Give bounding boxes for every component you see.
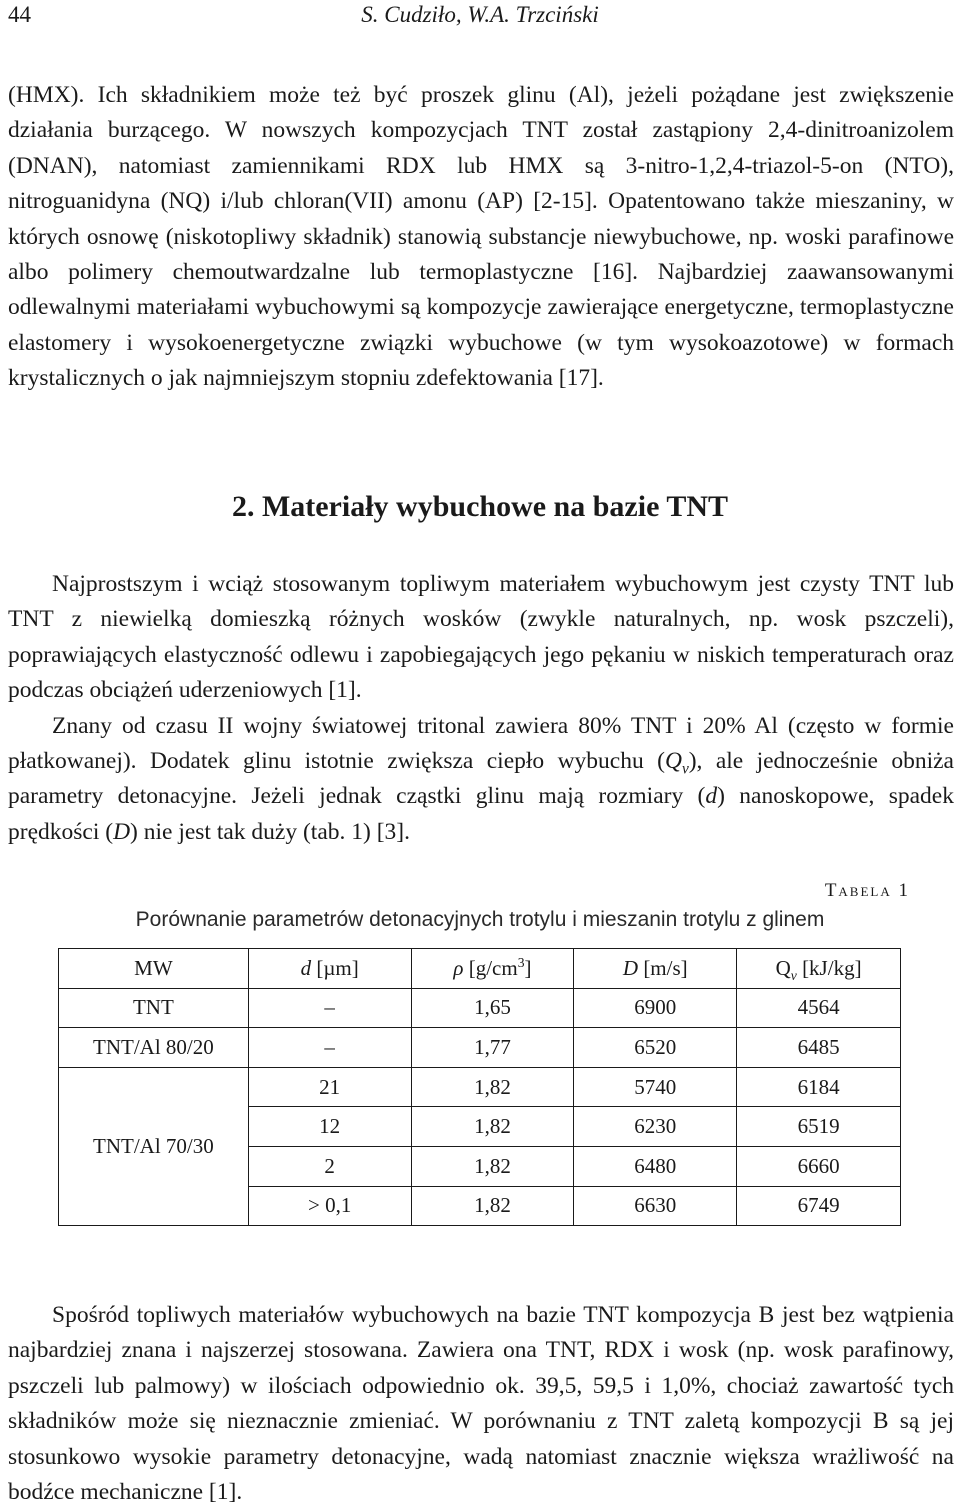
table-caption: Porównanie parametrów detonacyjnych trotylu i mieszanin trotylu z glinem [135,908,825,931]
final-paragraph: Spośród topliwych materiałów wybuchowych na bazie TNT kompozycja B jest bez wątpienia najbardziej znana i najszerzej stosowana. Zawiera ona TNT, RDX i wosk (np. wosk parafinowy, pszczeli lub palmowy) w ilościach odpowiednio ok. 39,5, 59,5 i 1,0%, chociaż zawartość tych składników może się nieznacznie zmieniać. W porównaniu z TNT zaletą kompozycji B są jej stosunkowo wysokie parametry detonacyjne, wadą natomiast znacznie większa wrażliwość na bodźce mechaniczne [1]. [8,1302,954,1506]
detonation-table [58,948,901,1226]
cell-d: > 0,1 [248,1186,411,1226]
paragraph-2-text-d: ) nie jest tak duży (tab. 1) [3]. [130,818,410,845]
cell-D: 5740 [574,1067,737,1107]
page-header [8,0,952,30]
cell-d: – [248,1028,411,1068]
running-head: S. Cudziło, W.A. Trzciński [361,2,599,27]
table-row [59,1028,901,1068]
cell-D: 6630 [574,1186,737,1226]
table-row [59,1067,901,1107]
cell-q: 6519 [737,1107,901,1147]
header-rho: ρ $[g/cm^3]$ [411,949,574,989]
symbol-q: Q [664,748,682,775]
cell-q: 4564 [737,988,901,1028]
cell-rho: 1,65 [411,988,574,1028]
cell-mw-group: TNT/Al 70/30 [59,1067,249,1225]
table-label: Tabela 1 [824,880,910,901]
table-header-row [59,949,901,989]
cell-q: 6485 [737,1028,901,1068]
subscript-v: v [681,760,689,778]
cell-rho: 1,82 [411,1107,574,1147]
intro-paragraph: (HMX). Ich składnikiem może też być proszek glinu (Al), jeżeli pożądane jest zwiększenie działania burzącego. W nowszych kompozycjach TNT został zastąpiony 2,4-dinitroanizolem (DNAN), natomiast zamiennikami RDX lub HMX są 3-nitro-1,2,4-triazol-5-on (NTO), nitroguanidyna (NQ) i/lub chloran(VII) amonu (AP) [2-15]. Opatentowano także mieszaniny, w których osnowę (niskotopliwy składnik) stanowią substancje niewybuchowe, np. woski parafinowe albo polimery chemoutwardzalne lub termoplastyczne [16]. Najbardziej zaawansowanymi odlewalnymi materiałami wybuchowymi są kompozycje zawierające energetyczne, termoplastyczne elastomery i wysokoenergetyczne związki wybuchowe (w tym wysokoazotowe) w formach krystalicznych o jak najmniejszym stopniu zdefektowania [17]. [8,82,954,392]
cell-D: 6480 [574,1146,737,1186]
header-q: $Q_v$ [kJ/kg] [737,949,901,989]
section-body [8,567,954,850]
cell-mw: TNT [59,988,249,1028]
paragraph-2-text-a: Znany od czasu II wojny światowej tritonal zawiera 80% TNT i 20% Al (często w formie płatkowanej). Dodatek glinu istotnie zwiększa ciepło wybuchu ( [8,712,954,775]
cell-D: 6900 [574,988,737,1028]
cell-d: 12 [248,1107,411,1147]
symbol-d: d [705,783,718,810]
cell-rho: 1,77 [411,1028,574,1068]
cell-d: 2 [248,1146,411,1186]
intro-paragraph-block [8,78,954,397]
symbol-D: D [113,818,131,845]
cell-rho: 1,82 [411,1146,574,1186]
header-d: d [µm] [248,949,411,989]
cell-mw: TNT/Al 80/20 [59,1028,249,1068]
final-paragraph-block [8,1298,954,1510]
header-mw: MW [59,949,249,989]
paragraph-2-text-b: ), ale jednocześnie obniża parametry detonacyjne. Jeżeli jednak cząstki glinu mają rozmiary ( [8,748,954,810]
section-paragraph-2 [8,709,954,851]
cell-rho: 1,82 [411,1067,574,1107]
cell-D: 6520 [574,1028,737,1068]
cell-d: – [248,988,411,1028]
cell-q: 6184 [737,1067,901,1107]
cell-d: 21 [248,1067,411,1107]
cell-q: 6749 [737,1186,901,1226]
table-row [59,988,901,1028]
section-paragraph-1: Najprostszym i wciąż stosowanym topliwym materiałem wybuchowym jest czysty TNT lub TNT z niewielką domieszką różnych wosków (zwykle naturalnych, np. wosk pszczeli), poprawiających elastyczność odlewu i zapobiegających jego pękaniu w niskich temperaturach oraz podczas obciążeń uderzeniowych [1]. [8,571,954,704]
cell-D: 6230 [574,1107,737,1147]
cell-rho: 1,82 [411,1186,574,1226]
section-heading: 2. Materiały wybuchowe na bazie TNT [231,490,729,523]
page-number: 44 [8,2,31,27]
cell-q: 6660 [737,1146,901,1186]
paragraph-2-text-c: ) nanoskopowe, spadek prędkości ( [8,783,954,845]
header-D: D [m/s] [574,949,737,989]
